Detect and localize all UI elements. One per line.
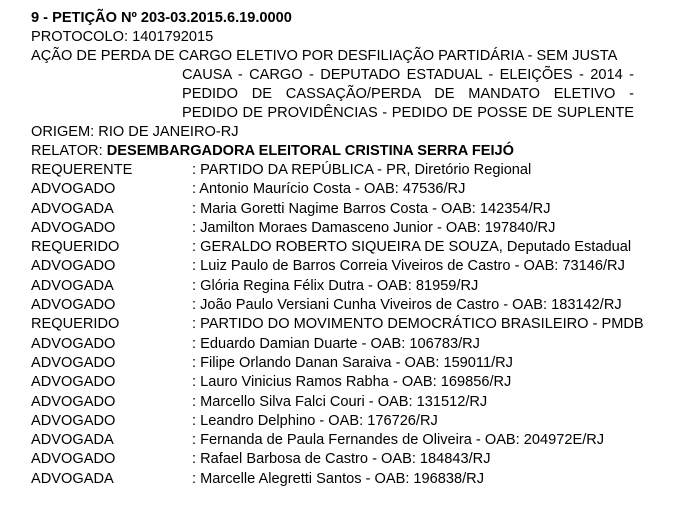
protocol-number: PROTOCOLO: 1401792015	[31, 29, 214, 45]
parties-list	[31, 161, 651, 489]
party-row	[31, 412, 651, 431]
party-role: ADVOGADA	[31, 277, 114, 294]
party-row	[31, 335, 651, 354]
party-role: ADVOGADO	[31, 219, 116, 236]
party-name: : Marcello Silva Falci Couri - OAB: 131512/RJ	[192, 393, 488, 410]
subject-line-4: PEDIDO DE PROVIDÊNCIAS - PEDIDO DE POSSE DE SUPLENTE	[182, 105, 634, 121]
party-name: : PARTIDO DA REPÚBLICA - PR, Diretório Regional	[192, 162, 532, 178]
party-name: : Eduardo Damian Duarte - OAB: 106783/RJ	[192, 335, 480, 352]
party-name: : Marcelle Alegretti Santos - OAB: 196838/RJ	[192, 470, 485, 487]
party-role: ADVOGADA	[31, 470, 114, 487]
party-row	[31, 315, 651, 334]
party-row	[31, 180, 651, 199]
party-role: ADVOGADO	[31, 393, 116, 410]
party-name: : Lauro Vinicius Ramos Rabha - OAB: 169856/RJ	[192, 374, 512, 391]
party-name: : João Paulo Versiani Cunha Viveiros de Castro - OAB: 183142/RJ	[192, 297, 622, 314]
party-row	[31, 238, 651, 257]
party-role: ADVOGADO	[31, 258, 116, 275]
party-role: ADVOGADO	[31, 335, 116, 352]
party-role: REQUERIDO	[31, 316, 120, 333]
petition-document	[31, 9, 651, 489]
party-row	[31, 277, 651, 296]
party-name: : Luiz Paulo de Barros Correia Viveiros de Castro - OAB: 73146/RJ	[192, 258, 625, 275]
party-name: : Fernanda de Paula Fernandes de Oliveira - OAB: 204972E/RJ	[192, 432, 605, 449]
party-role: ADVOGADO	[31, 181, 116, 198]
party-role: ADVOGADO	[31, 451, 116, 468]
subject-line-1: AÇÃO DE PERDA DE CARGO ELETIVO POR DESFILIAÇÃO PARTIDÁRIA - SEM JUSTA	[31, 48, 618, 64]
party-row	[31, 296, 651, 315]
party-name: : Filipe Orlando Danan Saraiva - OAB: 159011/RJ	[192, 354, 513, 371]
party-name: : Antonio Maurício Costa - OAB: 47536/RJ	[192, 181, 466, 198]
party-role: REQUERIDO	[31, 239, 120, 256]
party-name: : Leandro Delphino - OAB: 176726/RJ	[192, 412, 438, 429]
party-name: : Rafael Barbosa de Castro - OAB: 184843/RJ	[192, 451, 491, 468]
party-role: ADVOGADA	[31, 200, 114, 217]
subject-line-3: PEDIDO DE CASSAÇÃO/PERDA DE MANDATO ELETIVO -	[182, 86, 634, 102]
party-row	[31, 257, 651, 276]
party-name: : GERALDO ROBERTO SIQUEIRA DE SOUZA, Deputado Estadual	[192, 239, 632, 256]
party-row	[31, 200, 651, 219]
party-row	[31, 161, 651, 180]
party-row	[31, 219, 651, 238]
petition-title: 9 - PETIÇÃO Nº 203-03.2015.6.19.0000	[31, 10, 292, 26]
party-name: : Glória Regina Félix Dutra - OAB: 81959/RJ	[192, 277, 479, 294]
party-role: ADVOGADO	[31, 374, 116, 391]
party-row	[31, 373, 651, 392]
party-row	[31, 393, 651, 412]
rapporteur	[31, 142, 651, 161]
party-name: : Maria Goretti Nagime Barros Costa - OAB: 142354/RJ	[192, 200, 551, 217]
subject-line-2: CAUSA - CARGO - DEPUTADO ESTADUAL - ELEIÇÕES - 2014 -	[182, 67, 634, 83]
party-role: ADVOGADO	[31, 297, 116, 314]
party-role: ADVOGADA	[31, 432, 114, 449]
party-role: REQUERENTE	[31, 162, 133, 178]
party-row	[31, 354, 651, 373]
party-row	[31, 431, 651, 450]
party-role: ADVOGADO	[31, 354, 116, 371]
party-name: : Jamilton Moraes Damasceno Junior - OAB: 197840/RJ	[192, 219, 556, 236]
rapporteur-name: DESEMBARGADORA ELEITORAL CRISTINA SERRA FEIJÓ	[102, 143, 515, 159]
origin: ORIGEM: RIO DE JANEIRO-RJ	[31, 124, 239, 140]
rapporteur-label: RELATOR:	[31, 143, 103, 159]
party-name: : PARTIDO DO MOVIMENTO DEMOCRÁTICO BRASILEIRO - PMDB	[192, 316, 644, 333]
party-row	[31, 450, 651, 469]
party-row	[31, 470, 651, 489]
subject-block	[31, 47, 651, 123]
party-role: ADVOGADO	[31, 412, 116, 429]
